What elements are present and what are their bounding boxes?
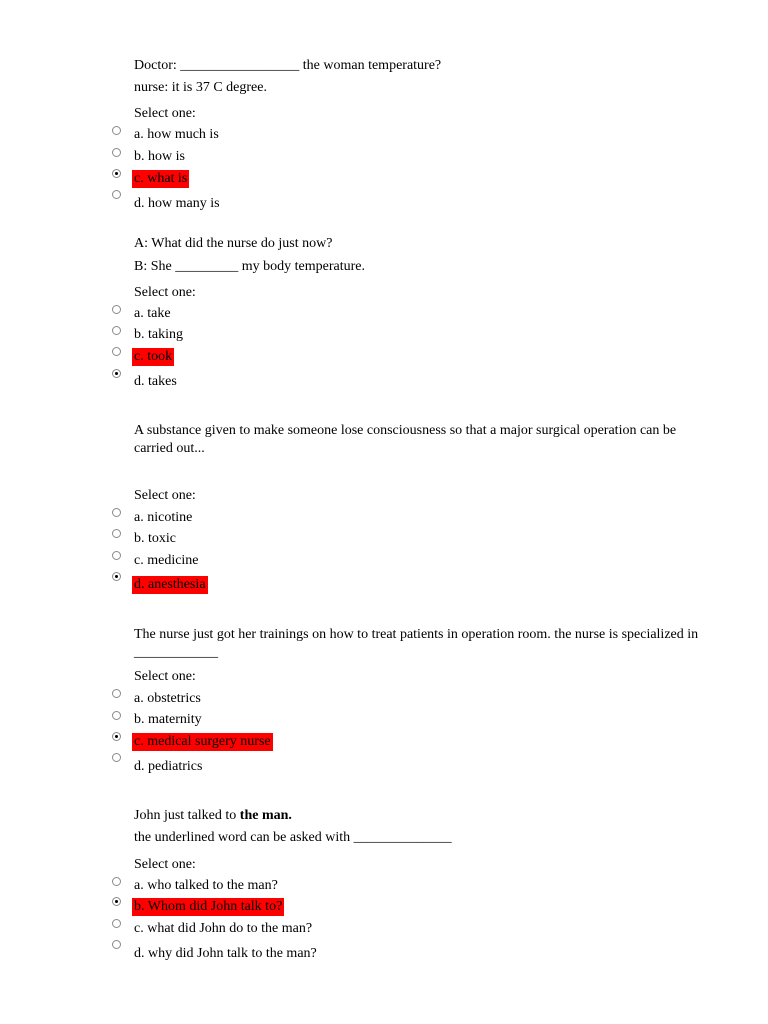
question-3-option-b-radio[interactable]	[112, 529, 121, 538]
question-5-option-b[interactable]: b. Whom did John talk to?	[134, 899, 283, 914]
question-3-option-d[interactable]: d. anesthesia	[134, 577, 206, 592]
question-1-select-label: Select one:	[134, 106, 196, 121]
question-1-option-c-radio[interactable]	[112, 169, 121, 178]
question-3-option-a-radio[interactable]	[112, 508, 121, 517]
question-5-option-a-radio[interactable]	[112, 877, 121, 886]
question-2-option-c-radio[interactable]	[112, 347, 121, 356]
question-1-option-d[interactable]: d. how many is	[134, 196, 220, 211]
question-3-option-a[interactable]: a. nicotine	[134, 510, 193, 525]
question-1-line-2: nurse: it is 37 C degree.	[134, 80, 267, 95]
question-3-option-c[interactable]: c. medicine	[134, 553, 199, 568]
question-4-option-c-radio[interactable]	[112, 732, 121, 741]
question-2-option-a[interactable]: a. take	[134, 306, 171, 321]
question-1-line-1: Doctor: _________________ the woman temperature?	[134, 58, 442, 73]
question-4-option-a[interactable]: a. obstetrics	[134, 691, 201, 706]
question-2-select-label: Select one:	[134, 285, 196, 300]
question-5-line-1	[134, 807, 292, 825]
question-2-option-a-radio[interactable]	[112, 305, 121, 314]
question-4-option-b[interactable]: b. maternity	[134, 712, 202, 727]
question-2-line-1: A: What did the nurse do just now?	[134, 236, 333, 251]
question-5-option-c-radio[interactable]	[112, 919, 121, 928]
question-4-option-a-radio[interactable]	[112, 689, 121, 698]
question-1-option-b-radio[interactable]	[112, 148, 121, 157]
question-5-option-b-radio[interactable]	[112, 897, 121, 906]
question-5-underlined-word: the man.	[239, 808, 292, 823]
question-4-option-d-radio[interactable]	[112, 753, 121, 762]
question-3-option-c-radio[interactable]	[112, 551, 121, 560]
question-2-option-d-radio[interactable]	[112, 369, 121, 378]
question-1-option-a[interactable]: a. how much is	[134, 127, 219, 142]
question-1-option-c[interactable]: c. what is	[134, 171, 188, 186]
question-1-option-b[interactable]: b. how is	[134, 149, 185, 164]
question-3-select-label: Select one:	[134, 488, 196, 503]
question-2-line-2: B: She _________ my body temperature.	[134, 259, 365, 274]
question-2-option-b[interactable]: b. taking	[134, 327, 183, 342]
question-2-option-d[interactable]: d. takes	[134, 374, 177, 389]
question-5-option-d[interactable]: d. why did John talk to the man?	[134, 946, 317, 961]
question-2-option-c[interactable]: c. took	[134, 349, 173, 364]
question-4-select-label: Select one:	[134, 669, 196, 684]
question-5-option-c[interactable]: c. what did John do to the man?	[134, 921, 313, 936]
question-4-option-d[interactable]: d. pediatrics	[134, 759, 203, 774]
question-4-option-b-radio[interactable]	[112, 711, 121, 720]
question-3-option-b[interactable]: b. toxic	[134, 531, 176, 546]
question-1-option-d-radio[interactable]	[112, 190, 121, 199]
question-5-line-1-text: John just talked to	[134, 808, 240, 823]
question-2-option-b-radio[interactable]	[112, 326, 121, 335]
question-3-option-d-radio[interactable]	[112, 572, 121, 581]
question-5-select-label: Select one:	[134, 857, 196, 872]
question-4-text: The nurse just got her trainings on how to treat patients in operation room. the nurse is specialized in ____________	[134, 627, 699, 660]
question-4-option-c[interactable]: c. medical surgery nurse	[134, 734, 271, 749]
question-3-text: A substance given to make someone lose consciousness so that a major surgical operation can be carried out...	[134, 423, 677, 456]
question-5-option-d-radio[interactable]	[112, 940, 121, 949]
question-5-option-a[interactable]: a. who talked to the man?	[134, 878, 278, 893]
question-5-line-2: the underlined word can be asked with ______________	[134, 830, 452, 845]
question-1-option-a-radio[interactable]	[112, 126, 121, 135]
